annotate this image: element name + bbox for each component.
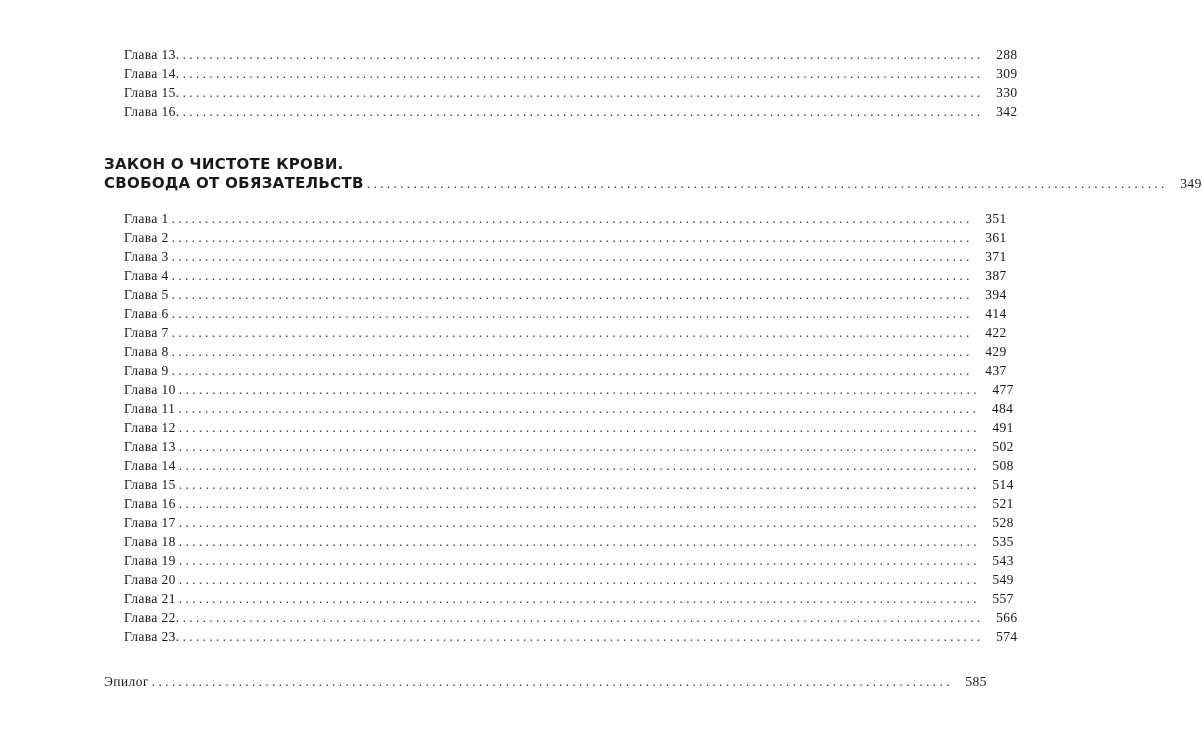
dot-leader: ........................................................................................................................: [178, 572, 980, 587]
dot-leader: ........................................................................................................................: [171, 306, 973, 321]
page-number: 585: [965, 674, 987, 689]
page-number: 549: [992, 572, 1014, 587]
toc-entry[interactable]: [124, 324, 1007, 342]
dot-leader: ........................................................................................................................: [178, 496, 980, 511]
chapter-label: Глава 14: [124, 458, 176, 473]
page-number: 521: [992, 496, 1014, 511]
chapter-label: Глава 17: [124, 515, 176, 530]
dot-leader: ........................................................................................................................: [171, 268, 973, 283]
toc-entry[interactable]: [124, 476, 1014, 494]
chapter-label: Глава 6: [124, 306, 169, 321]
page-number: 477: [992, 382, 1014, 397]
chapter-label: Глава 20: [124, 572, 176, 587]
page-number: 387: [985, 268, 1007, 283]
page-number: 566: [996, 610, 1018, 625]
chapter-label: Глава 7: [124, 325, 169, 340]
dot-leader: ........................................................................................................................: [182, 85, 984, 100]
dot-leader: ........................................................................................................................: [178, 382, 980, 397]
page-number: 330: [996, 85, 1018, 100]
toc-entry[interactable]: [124, 362, 1007, 380]
chapter-label: Глава 18: [124, 534, 176, 549]
toc-entry[interactable]: [124, 248, 1007, 266]
toc-entry[interactable]: [124, 46, 1018, 64]
chapter-label: Глава 14.: [124, 66, 180, 81]
page-number: 484: [991, 401, 1014, 416]
chapter-label: Глава 11: [124, 401, 176, 416]
toc-entry[interactable]: [124, 84, 1018, 102]
chapter-label: Глава 12: [124, 420, 176, 435]
page-number: 414: [985, 306, 1007, 321]
toc-entry[interactable]: [124, 400, 1014, 418]
dot-leader: ........................................................................................................................: [178, 515, 980, 530]
dot-leader: ........................................................................................................................: [178, 553, 980, 568]
page-number: 557: [992, 591, 1014, 606]
page-number: 508: [992, 458, 1014, 473]
page-number: 309: [996, 66, 1018, 81]
dot-leader: ........................................................................................................................: [366, 176, 1168, 191]
dot-leader: ........................................................................................................................: [171, 211, 973, 226]
dot-leader: ........................................................................................................................: [171, 363, 973, 378]
toc-entry[interactable]: [124, 590, 1014, 608]
dot-leader: ........................................................................................................................: [171, 344, 973, 359]
page-number: 437: [985, 363, 1007, 378]
dot-leader: ........................................................................................................................: [182, 66, 984, 81]
toc-entry[interactable]: [124, 65, 1018, 83]
toc-entry[interactable]: [124, 229, 1007, 247]
page-number: 371: [985, 249, 1007, 264]
chapter-label: Глава 15: [124, 477, 176, 492]
toc-entry[interactable]: [124, 103, 1018, 121]
part-entry[interactable]: [104, 174, 1202, 192]
chapter-label: Глава 21: [124, 591, 176, 606]
toc-entry[interactable]: [124, 457, 1014, 475]
page-number: 351: [985, 211, 1007, 226]
toc-entry[interactable]: [124, 571, 1014, 589]
dot-leader: ........................................................................................................................: [178, 477, 980, 492]
epilogue-entry[interactable]: [104, 673, 987, 691]
chapter-label: Глава 8: [124, 344, 169, 359]
page-number: 528: [992, 515, 1014, 530]
dot-leader: ........................................................................................................................: [171, 325, 973, 340]
page-number: 535: [992, 534, 1014, 549]
page-number: 349: [1180, 176, 1202, 191]
dot-leader: ........................................................................................................................: [178, 534, 980, 549]
toc-entry[interactable]: [124, 210, 1007, 228]
toc-entry[interactable]: [124, 267, 1007, 285]
chapter-label: Глава 19: [124, 553, 176, 568]
chapter-label: Глава 4: [124, 268, 169, 283]
page-number: 502: [992, 439, 1014, 454]
chapter-label: Глава 23.: [124, 629, 180, 644]
page-number: 361: [985, 230, 1007, 245]
chapter-label: Глава 10: [124, 382, 176, 397]
dot-leader: ........................................................................................................................: [171, 287, 973, 302]
toc-entry[interactable]: [124, 533, 1014, 551]
toc-entry[interactable]: [124, 286, 1007, 304]
dot-leader: ........................................................................................................................: [178, 439, 980, 454]
toc-entry[interactable]: [124, 552, 1014, 570]
dot-leader: ........................................................................................................................: [171, 230, 973, 245]
page-number: 514: [992, 477, 1014, 492]
chapter-label: Глава 2: [124, 230, 169, 245]
page-number: 574: [996, 629, 1018, 644]
dot-leader: ........................................................................................................................: [182, 610, 984, 625]
chapter-label: Глава 16.: [124, 104, 180, 119]
chapter-label: Глава 16: [124, 496, 176, 511]
chapter-label: Глава 13.: [124, 47, 180, 62]
dot-leader: ........................................................................................................................: [182, 47, 984, 62]
chapter-label: Глава 15.: [124, 85, 180, 100]
toc-entry[interactable]: [124, 381, 1014, 399]
dot-leader: ........................................................................................................................: [182, 629, 984, 644]
page-number: 543: [992, 553, 1014, 568]
toc-entry[interactable]: [124, 514, 1014, 532]
toc-entry[interactable]: [124, 609, 1018, 627]
page-number: 288: [996, 47, 1018, 62]
dot-leader: ........................................................................................................................: [182, 104, 984, 119]
page-number: 491: [992, 420, 1014, 435]
page-number: 429: [985, 344, 1007, 359]
toc-entry[interactable]: [124, 438, 1014, 456]
chapter-label: Глава 22.: [124, 610, 180, 625]
dot-leader: ........................................................................................................................: [151, 674, 953, 689]
page-number: 342: [996, 104, 1018, 119]
dot-leader: ........................................................................................................................: [178, 458, 980, 473]
toc-entry[interactable]: [124, 419, 1014, 437]
chapter-label: Глава 9: [124, 363, 169, 378]
chapter-label: Глава 13: [124, 439, 176, 454]
chapter-label: Глава 3: [124, 249, 169, 264]
part-title[interactable]: ЗАКОН О ЧИСТОТЕ КРОВИ.: [104, 155, 344, 173]
toc-entry[interactable]: [124, 495, 1014, 513]
dot-leader: ........................................................................................................................: [171, 249, 973, 264]
epilogue-label: Эпилог: [104, 674, 149, 689]
toc-entry[interactable]: [124, 305, 1007, 323]
chapter-label: Глава 1: [124, 211, 169, 226]
toc-entry[interactable]: [124, 343, 1007, 361]
part-subtitle: СВОБОДА ОТ ОБЯЗАТЕЛЬСТВ: [104, 174, 364, 192]
page-number: 422: [985, 325, 1007, 340]
dot-leader: ........................................................................................................................: [178, 591, 980, 606]
dot-leader: ........................................................................................................................: [178, 420, 980, 435]
toc-entry[interactable]: [124, 628, 1018, 646]
chapter-label: Глава 5: [124, 287, 169, 302]
page-number: 394: [985, 287, 1007, 302]
dot-leader: ........................................................................................................................: [178, 401, 980, 416]
